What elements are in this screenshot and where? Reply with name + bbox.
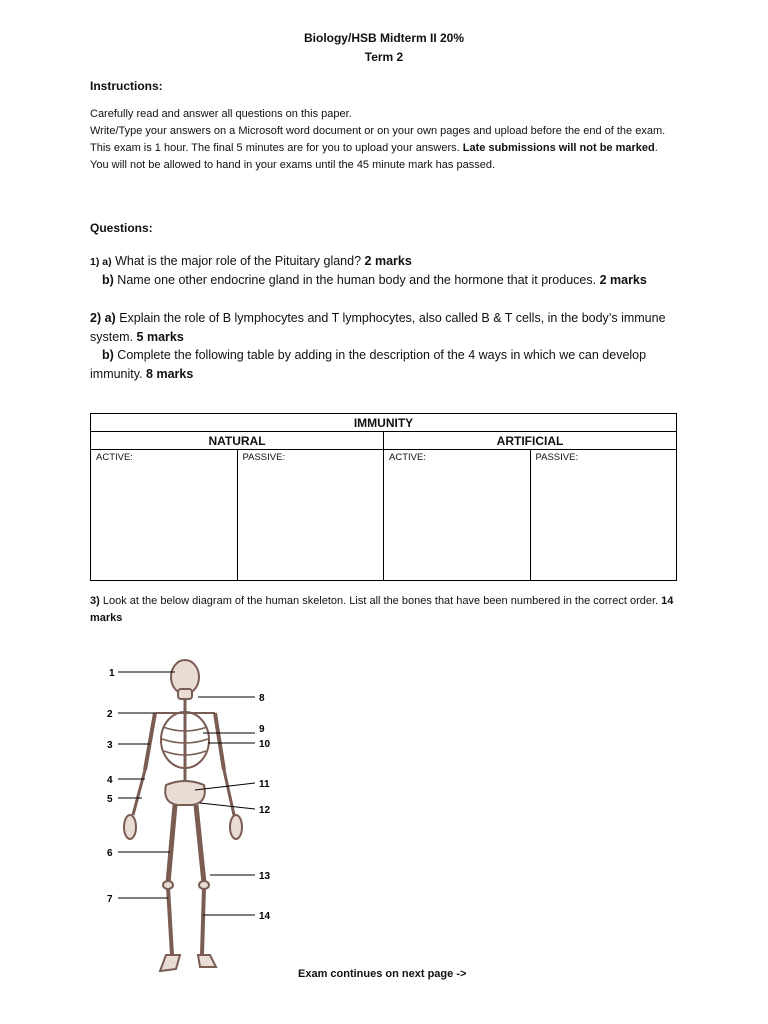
question-2a [90, 309, 675, 347]
instructions-heading: Instructions: [90, 79, 163, 93]
left-tibia-shape [168, 887, 172, 955]
left-humerus-shape [145, 713, 155, 770]
left-foot-shape [160, 955, 180, 971]
bone-label-8: 8 [259, 693, 265, 704]
questions-heading: Questions: [90, 221, 153, 235]
pelvis-shape [165, 781, 205, 805]
right-forearm-shape [224, 770, 234, 815]
q3-number: 3) [90, 595, 100, 607]
natural-passive-cell[interactable]: PASSIVE: [237, 450, 384, 581]
skeleton-diagram [100, 655, 290, 980]
jaw-shape [178, 689, 192, 699]
immunity-table [90, 413, 677, 581]
q2b-number: b) [102, 348, 114, 362]
right-hand-shape [230, 815, 242, 839]
q1b-text: Name one other endocrine gland in the human body and the hormone that it produces. [117, 273, 597, 287]
question-1a [90, 252, 690, 272]
bone-label-13: 13 [259, 871, 271, 882]
q1b-marks: 2 marks [599, 273, 647, 287]
artificial-passive-cell[interactable]: PASSIVE: [530, 450, 677, 581]
instruction-line-3-text: This exam is 1 hour. The final 5 minutes are for you to upload your answers. [90, 142, 460, 154]
bone-label-1: 1 [109, 668, 115, 679]
instruction-line-1: Carefully read and answer all questions on this paper. [90, 108, 352, 120]
bone-label-3: 3 [107, 740, 113, 751]
q1b-number: b) [102, 273, 114, 287]
bone-label-9: 9 [259, 724, 265, 735]
immunity-table-title: IMMUNITY [91, 414, 677, 432]
bone-label-12: 12 [259, 805, 271, 816]
question-3 [90, 593, 675, 627]
artificial-header: ARTIFICIAL [384, 432, 677, 450]
question-1b [102, 271, 702, 290]
q3-text: Look at the below diagram of the human skeleton. List all the bones that have been numbered in the correct order. [102, 595, 659, 607]
q3-marks: 14 marks [90, 595, 674, 624]
right-femur-shape [196, 805, 204, 883]
instruction-line-4: You will not be allowed to hand in your exams until the 45 minute mark has passed. [90, 159, 495, 171]
q1a-text: What is the major role of the Pituitary gland? [115, 254, 362, 268]
left-femur-shape [168, 805, 175, 883]
bone-label-7: 7 [107, 894, 113, 905]
right-tibia-shape [202, 887, 204, 955]
q1a-number: 1) a) [90, 256, 112, 268]
right-humerus-shape [215, 713, 224, 770]
left-knee-shape [163, 881, 173, 889]
q2b-marks: 8 marks [146, 367, 194, 381]
bone-label-11: 11 [259, 779, 270, 790]
instruction-line-2: Write/Type your answers on a Microsoft word document or on your own pages and upload before the end of the exam. [90, 125, 666, 137]
bone-label-4: 4 [107, 775, 113, 786]
natural-active-cell[interactable]: ACTIVE: [91, 450, 238, 581]
left-hand-shape [124, 815, 136, 839]
question-2b [90, 346, 675, 384]
q2a-number: 2) a) [90, 311, 116, 325]
artificial-active-cell[interactable]: ACTIVE: [384, 450, 531, 581]
q1a-marks: 2 marks [364, 254, 412, 268]
skeleton-figure [124, 660, 242, 971]
bone-label-14: 14 [259, 911, 271, 922]
exam-term: Term 2 [364, 50, 404, 64]
bone-label-6: 6 [107, 848, 113, 859]
continue-note: Exam continues on next page -> [298, 968, 467, 980]
instructions-body [90, 106, 680, 174]
q2a-marks: 5 marks [136, 330, 184, 344]
right-knee-shape [199, 881, 209, 889]
natural-header: NATURAL [91, 432, 384, 450]
instruction-line-3-end: . [654, 142, 658, 154]
late-submission-warning: Late submissions will not be marked [462, 142, 655, 154]
q2a-text: Explain the role of B lymphocytes and T lymphocytes, also called B & T cells, in the body’s immune system. [90, 311, 666, 344]
left-forearm-shape [133, 770, 145, 815]
instruction-line-3 [90, 140, 680, 157]
exam-title: Biology/HSB Midterm II 20% [303, 31, 465, 45]
bone-label-2: 2 [107, 709, 113, 720]
right-foot-shape [198, 955, 216, 967]
bone-label-10: 10 [259, 739, 271, 750]
q2b-text: Complete the following table by adding in the description of the 4 ways in which we can develop immunity. [90, 348, 647, 381]
bone-label-5: 5 [107, 794, 113, 805]
